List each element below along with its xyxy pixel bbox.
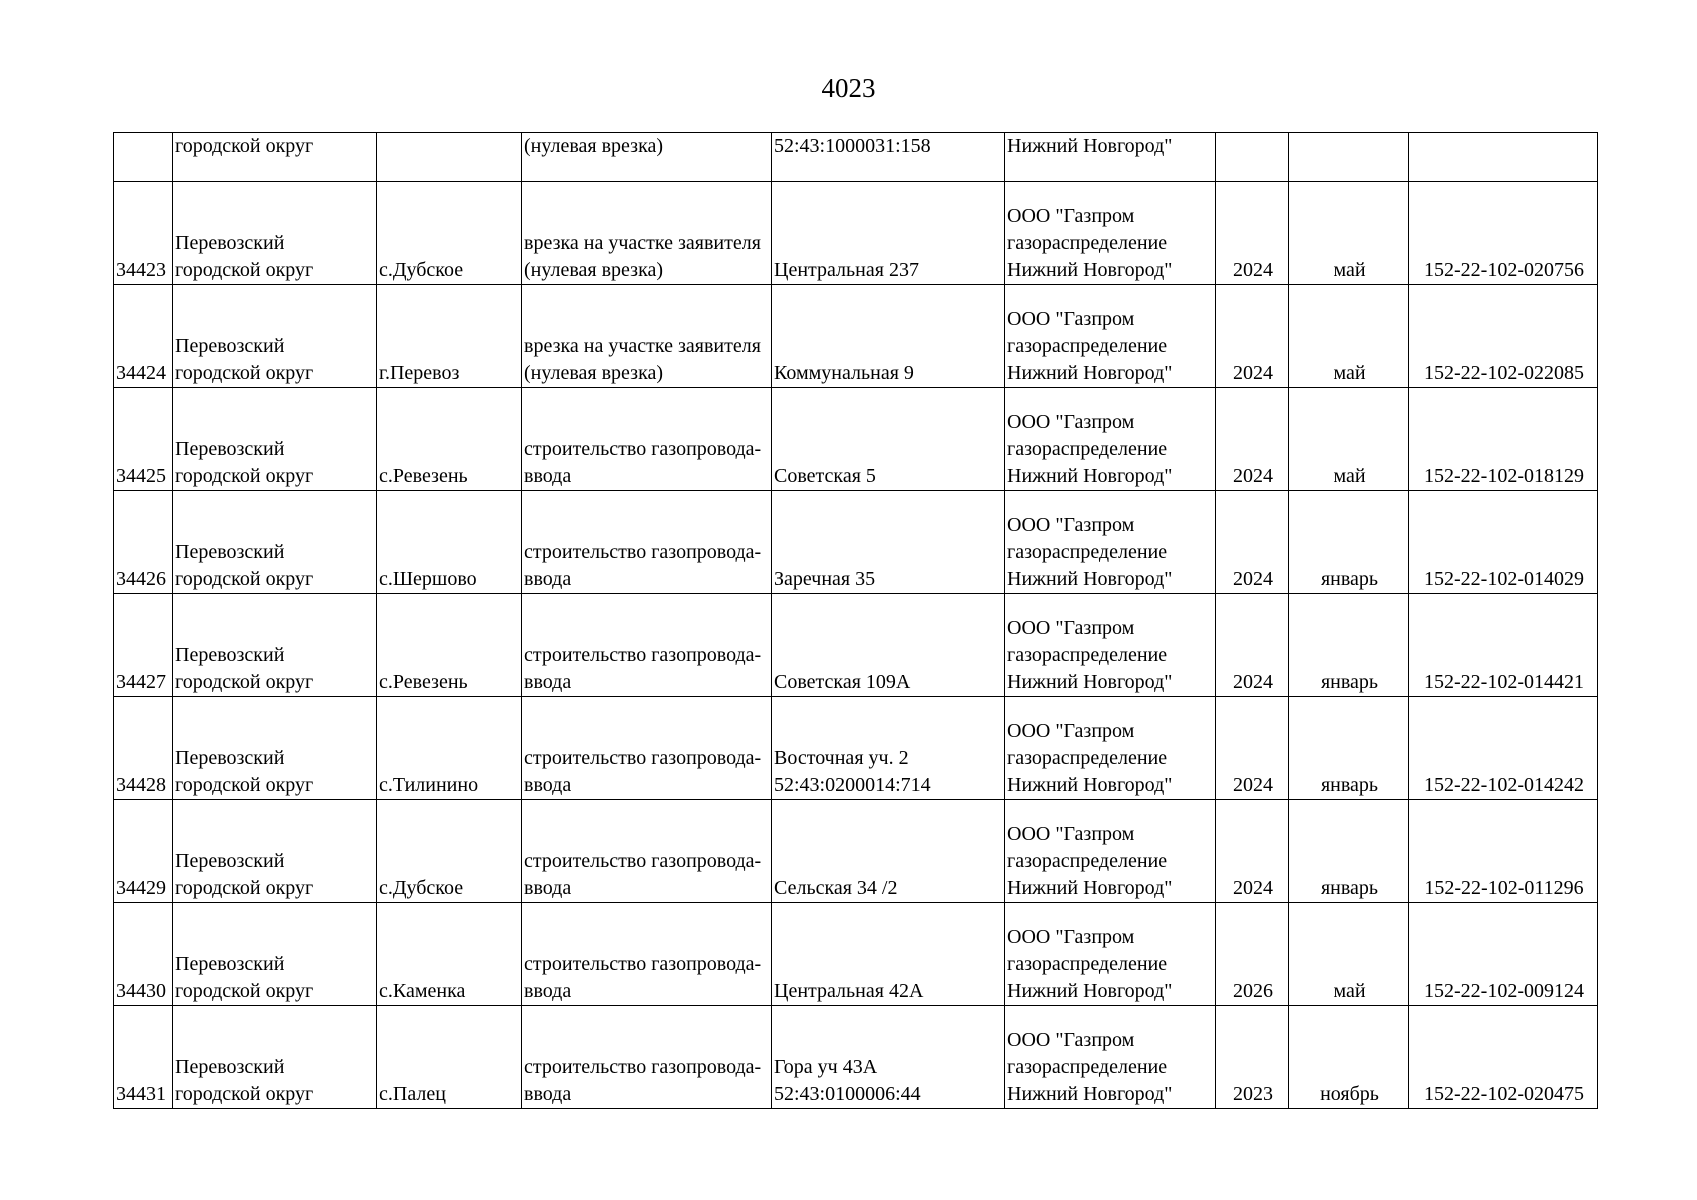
org-line-1: ООО "Газпром xyxy=(1007,823,1135,845)
month-value: май xyxy=(1333,362,1366,384)
cell-work: (нулевая врезка) xyxy=(522,133,772,182)
cell-month xyxy=(1289,594,1409,697)
address-line-2: Сельская 34 /2 xyxy=(774,877,898,899)
district-line-1: Перевозский xyxy=(175,953,285,975)
work-line-1: строительство газопровода- xyxy=(524,644,762,666)
registry-table xyxy=(113,132,1598,1109)
cell-organization xyxy=(1005,491,1216,594)
district-line-1: Перевозский xyxy=(175,747,285,769)
work-line-1: строительство газопровода- xyxy=(524,747,762,769)
month-value: май xyxy=(1333,465,1366,487)
cell-num xyxy=(114,133,173,182)
org-line-2: газораспределение xyxy=(1007,438,1168,460)
org-line-3: Нижний Новгород" xyxy=(1007,980,1173,1002)
address-line-2: Центральная 237 xyxy=(774,259,919,281)
year-value: 2024 xyxy=(1233,671,1273,693)
cell-num xyxy=(114,594,173,697)
table-row xyxy=(114,800,1598,903)
org-line-3: Нижний Новгород" xyxy=(1007,362,1173,384)
work-line-1: врезка на участке заявителя xyxy=(524,232,761,254)
place-name: с.Палец xyxy=(379,1083,446,1105)
district-line-2: городской округ xyxy=(175,774,314,796)
code-value: 152-22-102-011296 xyxy=(1424,877,1584,899)
cell-num xyxy=(114,800,173,903)
code-value: 152-22-102-014029 xyxy=(1424,568,1584,590)
district-line-2: городской округ xyxy=(175,980,314,1002)
row-number: 34431 xyxy=(116,1083,166,1105)
district-line-1: Перевозский xyxy=(175,335,285,357)
cell-place xyxy=(377,491,522,594)
org-line-3: Нижний Новгород" xyxy=(1007,877,1173,899)
cell-num xyxy=(114,903,173,1006)
cell-code xyxy=(1409,133,1598,182)
cell-place xyxy=(377,594,522,697)
code-value: 152-22-102-020475 xyxy=(1424,1083,1584,1105)
year-value: 2026 xyxy=(1233,980,1273,1002)
cell-year xyxy=(1216,388,1289,491)
place-name: с.Шершово xyxy=(379,568,477,590)
cell-district xyxy=(173,285,377,388)
cell-address xyxy=(772,491,1005,594)
cell-organization xyxy=(1005,182,1216,285)
district-line-1: Перевозский xyxy=(175,438,285,460)
work-line-1: врезка на участке заявителя xyxy=(524,335,761,357)
cell-num xyxy=(114,697,173,800)
work-line-1: строительство газопровода- xyxy=(524,541,762,563)
address-line-1 xyxy=(774,642,1004,669)
code-value: 152-22-102-020756 xyxy=(1424,259,1584,281)
cell-month xyxy=(1289,491,1409,594)
cell-address: 52:43:1000031:158 xyxy=(772,133,1005,182)
place-name: с.Ревезень xyxy=(379,671,468,693)
cell-year xyxy=(1216,903,1289,1006)
cell-work xyxy=(522,1006,772,1109)
cell-work xyxy=(522,594,772,697)
org-line-2: газораспределение xyxy=(1007,232,1168,254)
district-line-1: Перевозский xyxy=(175,850,285,872)
district-line-2: городской округ xyxy=(175,1083,314,1105)
address-line-1 xyxy=(774,951,1004,978)
cell-year xyxy=(1216,285,1289,388)
address-line-1 xyxy=(774,436,1004,463)
address-line-2: Коммунальная 9 xyxy=(774,362,914,384)
month-value: ноябрь xyxy=(1320,1083,1379,1105)
cell-month xyxy=(1289,1006,1409,1109)
month-value: январь xyxy=(1320,774,1379,796)
cell-num xyxy=(114,285,173,388)
address-line-1: Восточная уч. 2 xyxy=(774,747,909,769)
registry-body xyxy=(114,133,1598,1109)
cell-organization xyxy=(1005,594,1216,697)
address-line-2: Центральная 42А xyxy=(774,980,924,1002)
cell-district xyxy=(173,800,377,903)
cell-year xyxy=(1216,133,1289,182)
org-line-2: газораспределение xyxy=(1007,1056,1168,1078)
cell-work xyxy=(522,800,772,903)
cell-organization xyxy=(1005,285,1216,388)
address-line-2: 52:43:0100006:44 xyxy=(774,1083,921,1105)
table-row xyxy=(114,903,1598,1006)
year-value: 2024 xyxy=(1233,362,1273,384)
month-value: январь xyxy=(1320,671,1379,693)
cell-work xyxy=(522,903,772,1006)
cell-month xyxy=(1289,388,1409,491)
table-row xyxy=(114,594,1598,697)
cell-organization xyxy=(1005,388,1216,491)
cell-year xyxy=(1216,800,1289,903)
cell-district xyxy=(173,697,377,800)
org-line-2: газораспределение xyxy=(1007,953,1168,975)
cell-address xyxy=(772,800,1005,903)
address-line-1 xyxy=(774,230,1004,257)
cell-month xyxy=(1289,133,1409,182)
cell-month xyxy=(1289,285,1409,388)
cell-place xyxy=(377,800,522,903)
org-line-1: ООО "Газпром xyxy=(1007,720,1135,742)
row-number: 34430 xyxy=(116,980,166,1002)
table-row xyxy=(114,285,1598,388)
cell-year xyxy=(1216,182,1289,285)
year-value: 2024 xyxy=(1233,877,1273,899)
code-value: 152-22-102-018129 xyxy=(1424,465,1584,487)
year-value: 2024 xyxy=(1233,568,1273,590)
address-line-1: Гора уч 43А xyxy=(774,1056,878,1078)
org-line-3: Нижний Новгород" xyxy=(1007,465,1173,487)
cell-month xyxy=(1289,182,1409,285)
cell-num xyxy=(114,1006,173,1109)
cell-place xyxy=(377,1006,522,1109)
org-line-2: газораспределение xyxy=(1007,541,1168,563)
work-line-2: ввода xyxy=(524,877,572,899)
table-row xyxy=(114,491,1598,594)
row-number: 34423 xyxy=(116,259,166,281)
cell-work xyxy=(522,285,772,388)
cell-organization xyxy=(1005,1006,1216,1109)
row-number: 34426 xyxy=(116,568,166,590)
place-name: с.Дубское xyxy=(379,259,464,281)
work-line-1: строительство газопровода- xyxy=(524,850,762,872)
cell-place xyxy=(377,388,522,491)
cell-month xyxy=(1289,697,1409,800)
address-line-1 xyxy=(774,539,1004,566)
cell-address xyxy=(772,388,1005,491)
org-line-2: газораспределение xyxy=(1007,747,1168,769)
cell-code xyxy=(1409,285,1598,388)
org-line-2: газораспределение xyxy=(1007,644,1168,666)
code-value: 152-22-102-014421 xyxy=(1424,671,1584,693)
cell-num xyxy=(114,182,173,285)
code-value: 152-22-102-014242 xyxy=(1424,774,1584,796)
org-line-3: Нижний Новгород" xyxy=(1007,1083,1173,1105)
org-line-1: ООО "Газпром xyxy=(1007,514,1135,536)
cell-place xyxy=(377,182,522,285)
work-line-2: ввода xyxy=(524,774,572,796)
table-row xyxy=(114,182,1598,285)
year-value: 2024 xyxy=(1233,465,1273,487)
district-line-1: Перевозский xyxy=(175,644,285,666)
work-line-2: (нулевая врезка) xyxy=(524,259,664,281)
cell-district xyxy=(173,182,377,285)
district-line-1: Перевозский xyxy=(175,232,285,254)
org-line-3: Нижний Новгород" xyxy=(1007,259,1173,281)
cell-work xyxy=(522,388,772,491)
org-line-3: Нижний Новгород" xyxy=(1007,568,1173,590)
district-line-2: городской округ xyxy=(175,877,314,899)
table-row xyxy=(114,388,1598,491)
year-value: 2024 xyxy=(1233,259,1273,281)
row-number: 34428 xyxy=(116,774,166,796)
cell-year xyxy=(1216,594,1289,697)
district-line-1: Перевозский xyxy=(175,541,285,563)
cell-address xyxy=(772,697,1005,800)
cell-year xyxy=(1216,1006,1289,1109)
year-value: 2024 xyxy=(1233,774,1273,796)
org-line-1: ООО "Газпром xyxy=(1007,205,1135,227)
org-line-1: ООО "Газпром xyxy=(1007,926,1135,948)
table-row xyxy=(114,1006,1598,1109)
cell-work xyxy=(522,697,772,800)
org-line-1: ООО "Газпром xyxy=(1007,617,1135,639)
month-value: май xyxy=(1333,980,1366,1002)
org-line-1: ООО "Газпром xyxy=(1007,1029,1135,1051)
cell-month xyxy=(1289,800,1409,903)
continuation-row xyxy=(114,133,1598,182)
cell-organization: Нижний Новгород" xyxy=(1005,133,1216,182)
cell-num xyxy=(114,491,173,594)
code-value: 152-22-102-009124 xyxy=(1424,980,1584,1002)
table-row xyxy=(114,697,1598,800)
cell-district: городской округ xyxy=(173,133,377,182)
district-line-2: городской округ xyxy=(175,671,314,693)
cell-district xyxy=(173,388,377,491)
cell-code xyxy=(1409,182,1598,285)
row-number: 34427 xyxy=(116,671,166,693)
address-line-2: Советская 5 xyxy=(774,465,876,487)
cell-organization xyxy=(1005,903,1216,1006)
month-value: май xyxy=(1333,259,1366,281)
work-line-2: (нулевая врезка) xyxy=(524,362,664,384)
year-value: 2023 xyxy=(1233,1083,1273,1105)
cell-year xyxy=(1216,491,1289,594)
place-name: с.Тилинино xyxy=(379,774,479,796)
cell-code xyxy=(1409,903,1598,1006)
cell-code xyxy=(1409,388,1598,491)
cell-place xyxy=(377,697,522,800)
place-name: с.Ревезень xyxy=(379,465,468,487)
org-line-1: ООО "Газпром xyxy=(1007,411,1135,433)
cell-organization xyxy=(1005,697,1216,800)
cell-place xyxy=(377,285,522,388)
org-line-3: Нижний Новгород" xyxy=(1007,774,1173,796)
cell-address xyxy=(772,1006,1005,1109)
work-line-1: строительство газопровода- xyxy=(524,438,762,460)
row-number: 34425 xyxy=(116,465,166,487)
work-line-2: ввода xyxy=(524,465,572,487)
district-line-2: городской округ xyxy=(175,362,314,384)
place-name: г.Перевоз xyxy=(379,362,460,384)
address-line-2: Заречная 35 xyxy=(774,568,876,590)
cell-code xyxy=(1409,1006,1598,1109)
work-line-1: строительство газопровода- xyxy=(524,1056,762,1078)
district-line-1: Перевозский xyxy=(175,1056,285,1078)
cell-code xyxy=(1409,594,1598,697)
district-line-2: городской округ xyxy=(175,465,314,487)
cell-place xyxy=(377,133,522,182)
address-line-1 xyxy=(774,333,1004,360)
row-number: 34429 xyxy=(116,877,166,899)
month-value: январь xyxy=(1320,568,1379,590)
cell-address xyxy=(772,182,1005,285)
address-line-2: 52:43:0200014:714 xyxy=(774,774,931,796)
work-line-2: ввода xyxy=(524,671,572,693)
address-line-1 xyxy=(774,848,1004,875)
cell-district xyxy=(173,1006,377,1109)
org-line-1: ООО "Газпром xyxy=(1007,308,1135,330)
address-line-2: Советская 109А xyxy=(774,671,911,693)
district-line-2: городской округ xyxy=(175,259,314,281)
cell-work xyxy=(522,182,772,285)
cell-work xyxy=(522,491,772,594)
cell-num xyxy=(114,388,173,491)
code-value: 152-22-102-022085 xyxy=(1424,362,1584,384)
row-number: 34424 xyxy=(116,362,166,384)
cell-district xyxy=(173,903,377,1006)
work-line-1: строительство газопровода- xyxy=(524,953,762,975)
work-line-2: ввода xyxy=(524,1083,572,1105)
cell-district xyxy=(173,594,377,697)
cell-address xyxy=(772,903,1005,1006)
work-line-2: ввода xyxy=(524,980,572,1002)
cell-organization xyxy=(1005,800,1216,903)
cell-code xyxy=(1409,491,1598,594)
district-line-2: городской округ xyxy=(175,568,314,590)
cell-address xyxy=(772,594,1005,697)
cell-month xyxy=(1289,903,1409,1006)
page-number: 4023 xyxy=(821,73,876,103)
cell-district xyxy=(173,491,377,594)
cell-address xyxy=(772,285,1005,388)
work-line-2: ввода xyxy=(524,568,572,590)
cell-place xyxy=(377,903,522,1006)
org-line-3: Нижний Новгород" xyxy=(1007,671,1173,693)
place-name: с.Каменка xyxy=(379,980,466,1002)
org-line-2: газораспределение xyxy=(1007,335,1168,357)
month-value: январь xyxy=(1320,877,1379,899)
cell-code xyxy=(1409,800,1598,903)
place-name: с.Дубское xyxy=(379,877,464,899)
cell-code xyxy=(1409,697,1598,800)
org-line-2: газораспределение xyxy=(1007,850,1168,872)
cell-year xyxy=(1216,697,1289,800)
